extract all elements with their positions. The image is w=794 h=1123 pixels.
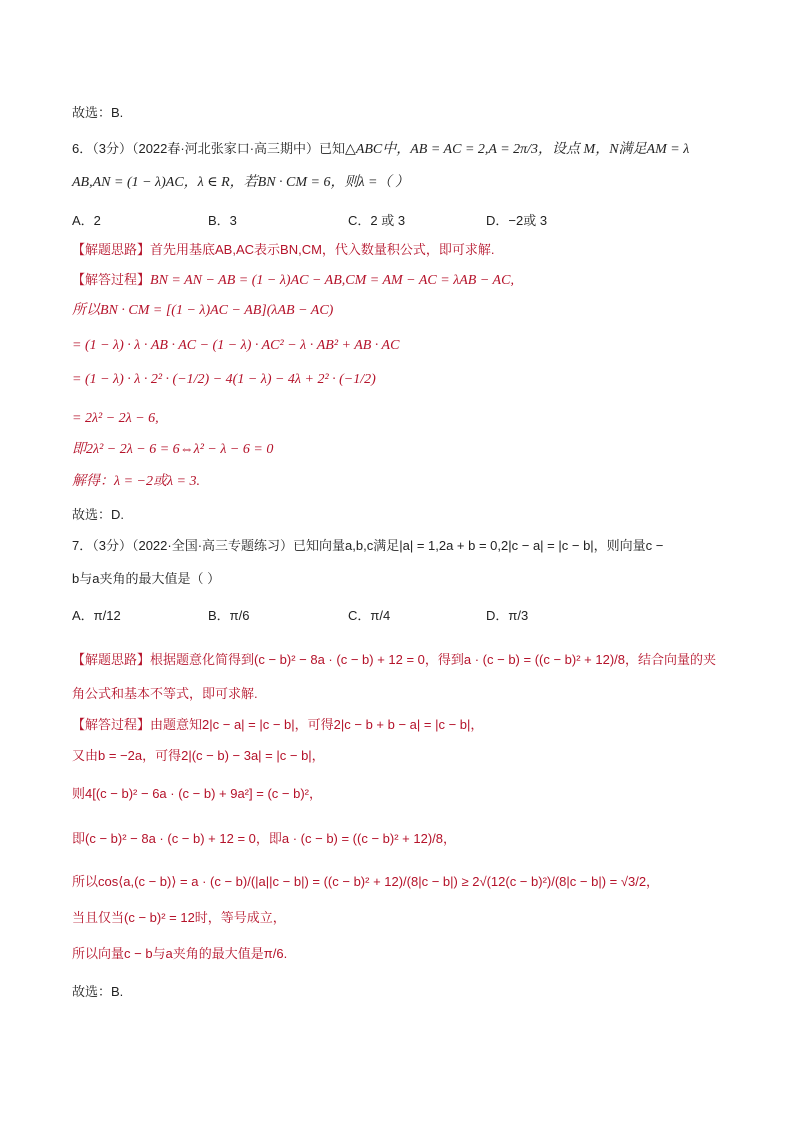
q6-process-line [72,271,514,290]
q7-process-line [72,716,483,734]
q6-step-2: = (1 − λ) · λ · AB · AC − (1 − λ) · AC² − λ · AB² + AB · AC [72,338,400,353]
process-text: BN = AN − AB = (1 − λ)AC − AB,CM = AM − AC = λAB − AC, [150,273,514,288]
q6-stem-line1 [72,140,689,159]
q6-option-d: D．−2或 3 [486,213,548,228]
q7-idea-line [72,651,716,669]
q6-stem-head: 6．（3分）（2022春·河北张家口·高三期中）已知 [72,141,346,156]
q7-step-2: 则4[(c − b)² − 6a · (c − b) + 9a²] = (c − b)²， [72,786,322,801]
answer-line: 故选：B. [72,105,124,120]
q7-option-b: B．π/6 [208,608,250,623]
q7-option-d: D．π/3 [486,608,529,623]
idea-tag: 【解题思路】 [72,652,151,667]
process-tag: 【解答过程】 [72,717,151,732]
q6-option-b: B．3 [208,213,237,228]
q6-solution: 解得：λ = −2或λ = 3. [72,474,200,489]
q7-step-4: 所以cos⟨a,(c − b)⟩ = a · (c − b)/(|a||c − b|) = ((c − b)² + 12)/(8|c − b|) ≥ 2√(12(c − b)²)/(8|c − b|) = √3/2， [72,874,660,889]
q6-option-c: C．2 或 3 [348,213,406,228]
idea-text: 根据题意化简得到(c − b)² − 8a · (c − b) + 12 = 0，得到a · (c − b) = ((c − b)² + 12)/8，结合向量的夹 [150,652,717,667]
q7-step-3: 即(c − b)² − 8a · (c − b) + 12 = 0，即a · (c − b) = ((c − b)² + 12)/8， [72,831,456,846]
q7-step-6: 所以向量c − b与a夹角的最大值是π/6. [72,946,288,961]
q6-idea-line [72,241,495,259]
process-text: 由题意知2|c − a| = |c − b|，可得2|c − b + b − a| = |c − b|， [150,717,484,732]
q6-step-5: 即2λ² − 2λ − 6 = 6⇔λ² − λ − 6 = 0 [72,442,274,457]
q6-stem-line2: AB,AN = (1 − λ)AC，λ ∈ R，若BN · CM = 6，则λ =（ ） [72,175,409,190]
q6-option-a: A．2 [72,213,101,228]
q6-step-3: = (1 − λ) · λ · 2² · (−1/2) − 4(1 − λ) − 4λ + 2² · (−1/2) [72,372,376,387]
q7-stem-line1: 7．（3分）（2022·全国·高三专题练习）已知向量a,b,c满足|a| = 1,2a + b = 0,2|c − a| = |c − b|，则向量c − [72,538,664,553]
q7-option-c: C．π/4 [348,608,391,623]
q6-step-1: 所以BN · CM = [(1 − λ)AC − AB](λAB − AC) [72,303,334,318]
q6-answer: 故选：D. [72,507,125,522]
q7-step-5: 当且仅当(c − b)² = 12时，等号成立， [72,910,286,925]
process-tag: 【解答过程】 [72,272,151,287]
q7-option-a: A．π/12 [72,608,121,623]
q7-answer: 故选：B. [72,984,124,999]
q6-step-4: = 2λ² − 2λ − 6, [72,411,159,426]
idea-text: 首先用基底AB,AC表示BN,CM，代入数量积公式，即可求解. [150,242,495,257]
idea-tag: 【解题思路】 [72,242,151,257]
q7-step-1: 又由b = −2a，可得2|(c − b) − 3a| = |c − b|， [72,748,325,763]
q6-stem-formula: △ABC中，AB = AC = 2,A = 2π/3，设点 M，N满足AM = λ [345,142,690,157]
q7-idea-line2: 角公式和基本不等式，即可求解. [72,686,258,701]
q7-stem-line2: b与a夹角的最大值是（ ） [72,571,221,586]
